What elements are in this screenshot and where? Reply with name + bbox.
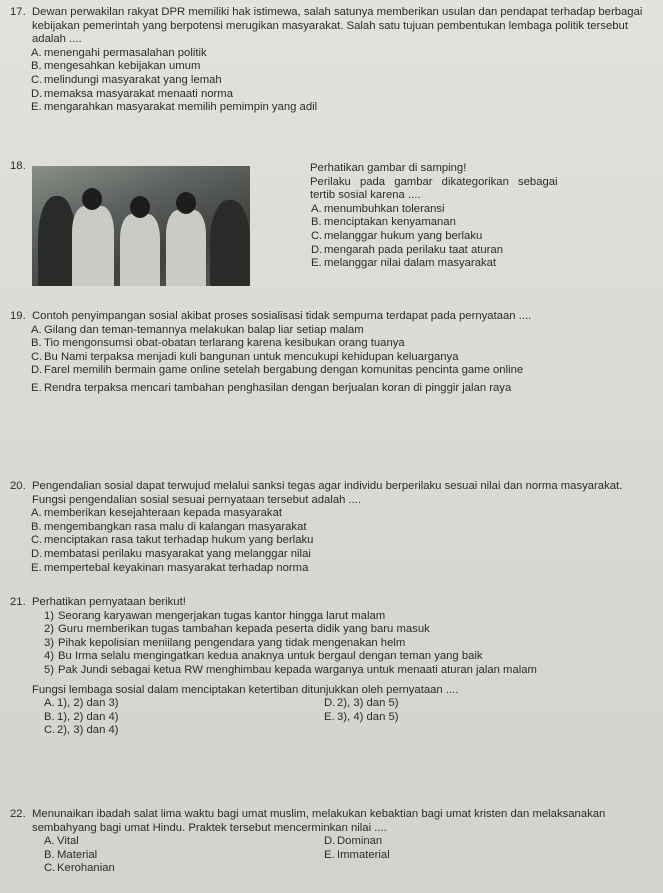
- option-a[interactable]: [31, 46, 651, 61]
- option-text: memberikan kesejahteraan kepada masyarakat: [44, 507, 282, 520]
- question-text: Perhatikan pernyataan berikut!: [32, 596, 186, 608]
- option-key: E.: [324, 848, 335, 861]
- option-key: D.: [311, 243, 323, 256]
- option-text: 1), 2) dan 3): [57, 697, 119, 710]
- option-text: Tio mengonsumsi obat-obatan terlarang karena kesibukan orang tuanya: [44, 337, 405, 350]
- option-key: E.: [31, 101, 42, 114]
- photo-figure: [210, 200, 250, 286]
- statement-item: [44, 610, 651, 624]
- option-text: mengarahkan masyarakat memilih pemimpin yang adil: [44, 101, 318, 114]
- option-key: E.: [324, 710, 335, 723]
- option-text: Bu Nami terpaksa menjadi kuli bangunan untuk mencukupi kehidupan keluarganya: [44, 350, 459, 363]
- option-c[interactable]: [31, 534, 651, 548]
- option-text: 3), 4) dan 5): [337, 710, 399, 723]
- option-text: memaksa masyarakat menaati norma: [44, 87, 233, 100]
- option-text: 2), 3) dan 5): [337, 697, 399, 710]
- option-key: A.: [44, 697, 55, 710]
- option-text: melanggar hukum yang berlaku: [324, 229, 483, 242]
- option-text: 1), 2) dan 4): [57, 710, 119, 723]
- statement-item: [44, 650, 651, 664]
- statement-text: Pihak kepolisian meniilang pengendara yang tidak mengenakan helm: [58, 636, 406, 649]
- option-key: A.: [31, 46, 42, 59]
- option-c[interactable]: [311, 229, 650, 244]
- option-key: B.: [311, 216, 322, 229]
- question-text: Fungsi lembaga sosial dalam menciptakan ketertiban ditunjukkan oleh pernyataan ....: [32, 683, 459, 696]
- statement-item: [44, 637, 651, 651]
- question-number: 17.: [10, 6, 26, 18]
- option-c[interactable]: [31, 73, 651, 88]
- statement-text: Seorang karyawan mengerjakan tugas kantor hingga larut malam: [58, 609, 386, 622]
- question-21: [10, 596, 651, 738]
- option-text: menciptakan kenyamanan: [324, 216, 456, 229]
- option-key: B.: [31, 337, 42, 350]
- option-a[interactable]: [311, 202, 650, 217]
- option-a[interactable]: [31, 323, 651, 338]
- option-text: Gilang dan teman-temannya melakukan balap liar setiap malam: [44, 323, 364, 336]
- option-e[interactable]: [31, 561, 651, 576]
- option-text: Vital: [57, 835, 79, 848]
- option-c[interactable]: [44, 862, 324, 876]
- statement-text: Bu Irma selalu mengingatkan kedua anaknya untuk bergaul dengan teman yang baik: [58, 650, 483, 663]
- question-text: Dewan perwakilan rakyat DPR memiliki hak istimewa, salah satunya memberikan usulan dan pendapat terhadap berbagai kebijakan pemerintah yang berpotensi merugikan masyarakat. Salah satu tujuan pembentukan lembaga politik tersebut adalah ....: [32, 6, 643, 46]
- answer-grid: [44, 835, 651, 876]
- question-number: 21.: [10, 596, 26, 608]
- option-d[interactable]: [324, 697, 524, 711]
- photo-figure: [176, 192, 196, 214]
- option-key: A.: [31, 323, 42, 336]
- option-d[interactable]: [324, 835, 524, 849]
- option-text: Immaterial: [337, 848, 390, 861]
- question-18: [310, 162, 650, 271]
- option-text: mengesahkan kebijakan umum: [44, 60, 201, 73]
- option-c[interactable]: [44, 724, 324, 738]
- option-e[interactable]: [324, 711, 524, 725]
- question-number: 18.: [10, 160, 26, 172]
- option-key: D.: [324, 835, 336, 848]
- question-text: tertib sosial karena ....: [310, 189, 421, 202]
- question-20: [10, 480, 651, 575]
- option-a[interactable]: [44, 835, 324, 849]
- students-photo: [32, 166, 250, 286]
- statement-key: 5): [44, 663, 55, 676]
- option-key: E.: [311, 257, 322, 270]
- option-key: B.: [31, 60, 42, 73]
- option-key: E.: [31, 381, 42, 394]
- statement-item: [44, 664, 651, 678]
- statement-item: [44, 623, 651, 637]
- option-text: 2), 3) dan 4): [57, 724, 119, 737]
- option-text: mempertebal keyakinan masyarakat terhadap norma: [44, 561, 309, 574]
- statement-list: [44, 610, 651, 678]
- option-text: Rendra terpaksa mencari tambahan penghasilan dengan berjualan koran di pinggir jalan raya: [44, 381, 512, 394]
- photo-figure: [72, 206, 114, 286]
- option-key: D.: [31, 364, 43, 377]
- photo-figure: [82, 188, 102, 210]
- option-text: menumbuhkan toleransi: [324, 202, 445, 215]
- statement-key: 3): [44, 636, 55, 649]
- photo-figure: [130, 196, 150, 218]
- option-key: C.: [44, 862, 56, 875]
- option-text: mengembangkan rasa malu di kalangan masyarakat: [44, 520, 307, 533]
- option-key: B.: [44, 848, 55, 861]
- option-text: Kerohanian: [57, 862, 115, 875]
- option-a[interactable]: [44, 697, 324, 711]
- option-b[interactable]: [31, 337, 651, 351]
- option-e[interactable]: [31, 381, 651, 396]
- option-text: Dominan: [337, 835, 383, 848]
- option-key: C.: [31, 73, 43, 86]
- statement-text: Guru memberikan tugas tambahan kepada peserta didik yang baru masuk: [58, 623, 430, 636]
- photo-figure: [166, 210, 206, 286]
- option-e[interactable]: [324, 849, 524, 863]
- option-text: mengarah pada perilaku taat aturan: [324, 243, 503, 256]
- option-d[interactable]: [31, 364, 651, 378]
- option-key: D.: [31, 547, 43, 560]
- option-key: C.: [44, 724, 56, 737]
- question-text: Perhatikan gambar di samping!: [310, 162, 467, 174]
- statement-key: 2): [44, 623, 55, 636]
- option-key: B.: [44, 710, 55, 723]
- option-key: A.: [31, 507, 42, 520]
- option-key: A.: [44, 835, 55, 848]
- option-text: Farel memilih bermain game online setelah bergabung dengan komunitas pencinta game online: [44, 364, 524, 377]
- question-text-line: Perilaku pada gambar dikategorikan sebagai: [310, 175, 558, 188]
- option-key: B.: [31, 520, 42, 533]
- option-b[interactable]: [31, 60, 651, 74]
- option-e[interactable]: [311, 257, 650, 271]
- question-text: Contoh penyimpangan sosial akibat proses sosialisasi tidak sempurna terdapat pada pernyataan ....: [32, 310, 532, 322]
- answer-grid: [44, 697, 651, 738]
- question-number: 19.: [10, 310, 26, 322]
- option-key: C.: [31, 534, 43, 547]
- option-b[interactable]: [311, 216, 650, 230]
- option-d[interactable]: [311, 243, 650, 258]
- question-19: [10, 310, 651, 396]
- option-text: melindungi masyarakat yang lemah: [44, 73, 222, 86]
- question-text: Pengendalian sosial dapat terwujud melalui sanksi tegas agar individu berperilaku sesuai nilai dan norma masyarakat. Fungsi pengendalian sosial sesuai pernyataan tersebut adalah ....: [32, 480, 623, 506]
- option-key: D.: [324, 697, 336, 710]
- option-c[interactable]: [31, 350, 651, 365]
- statement-key: 1): [44, 609, 55, 622]
- option-b[interactable]: [44, 711, 324, 725]
- option-d[interactable]: [31, 547, 651, 562]
- option-key: E.: [31, 561, 42, 574]
- photo-figure: [120, 214, 160, 286]
- question-text: [310, 176, 646, 190]
- question-17: [10, 6, 651, 115]
- option-d[interactable]: [31, 87, 651, 102]
- option-b[interactable]: [44, 849, 324, 863]
- statement-key: 4): [44, 650, 55, 663]
- question-number: 20.: [10, 480, 26, 492]
- question-text: Menunaikan ibadah salat lima waktu bagi umat muslim, melakukan kebaktian bagi umat kristen dan melaksanakan sembahyang bagi umat Hindu. Praktek tersebut mencerminkan nilai ....: [32, 808, 606, 834]
- option-text: menengahi permasalahan politik: [44, 46, 207, 59]
- option-text: melanggar nilai dalam masyarakat: [324, 257, 497, 270]
- question-22: [10, 808, 651, 876]
- option-b[interactable]: [31, 520, 651, 535]
- option-key: C.: [31, 350, 43, 363]
- photo-figure: [38, 196, 76, 286]
- question-number: 22.: [10, 808, 26, 820]
- option-key: D.: [31, 87, 43, 100]
- option-e[interactable]: [31, 101, 651, 115]
- option-text: Material: [57, 848, 98, 861]
- option-text: menciptakan rasa takut terhadap hukum yang berlaku: [44, 534, 314, 547]
- option-key: A.: [311, 202, 322, 215]
- statement-text: Pak Jundi sebagai ketua RW menghimbau kepada warganya untuk menaati aturan jalan malam: [58, 663, 537, 676]
- option-key: C.: [311, 229, 323, 242]
- option-a[interactable]: [31, 507, 651, 521]
- option-text: membatasi perilaku masyarakat yang melanggar nilai: [44, 547, 311, 560]
